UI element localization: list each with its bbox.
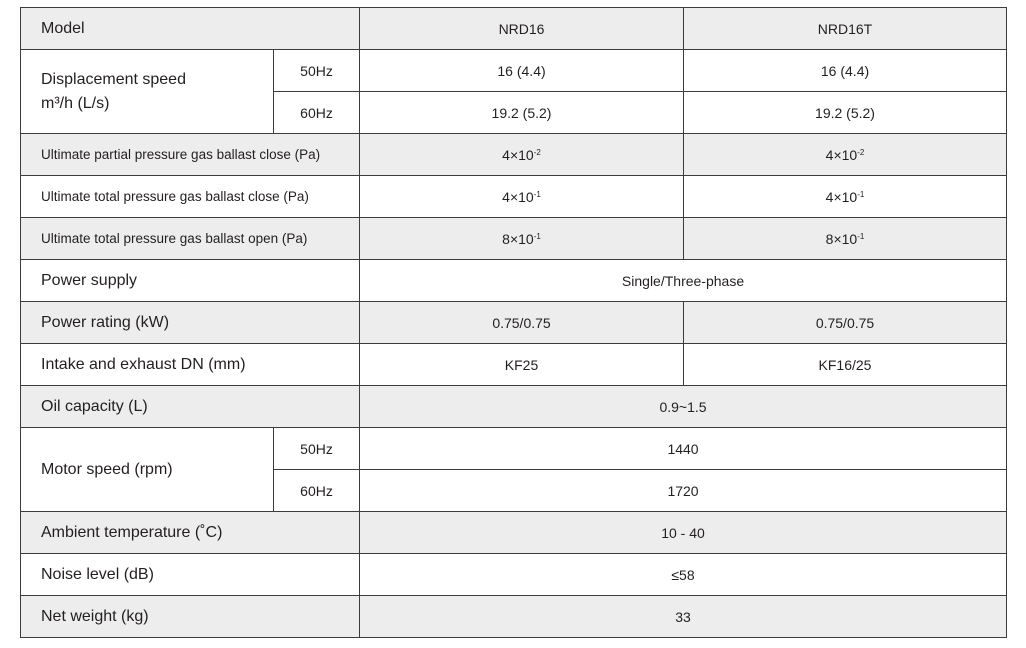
ambient-label: Ambient temperature (˚C): [21, 512, 360, 554]
ultimate-total-close-col1-exp: -1: [533, 189, 541, 199]
displacement-label-line1: Displacement speed: [41, 70, 186, 88]
motor-label: Motor speed (rpm): [21, 428, 274, 512]
intake-label: Intake and exhaust DN (mm): [21, 344, 360, 386]
displacement-label-line2: m³/h (L/s): [41, 94, 110, 112]
ultimate-partial-col1-exp: -2: [533, 147, 541, 157]
row-weight: [21, 596, 1007, 638]
power-rating-col2: 0.75/0.75: [684, 302, 1007, 344]
row-header: [21, 8, 1007, 50]
row-power-supply: [21, 260, 1007, 302]
motor-60-value: 1720: [360, 470, 1007, 512]
row-ultimate-total-close: [21, 176, 1007, 218]
ultimate-total-close-label: Ultimate total pressure gas ballast close (Pa): [21, 176, 360, 218]
header-col2: NRD16T: [684, 8, 1007, 50]
ultimate-total-close-col2-base: 4×10: [825, 188, 858, 205]
ultimate-partial-col1-base: 4×10: [502, 146, 534, 163]
motor-50-value: 1440: [360, 428, 1007, 470]
motor-50hz: 50Hz: [274, 428, 360, 470]
header-col1: NRD16: [360, 8, 684, 50]
ultimate-partial-col1: [360, 134, 684, 176]
power-supply-value: Single/Three-phase: [360, 260, 1007, 302]
ultimate-total-close-col1-base: 4×10: [502, 188, 534, 205]
ultimate-total-close-col1: [360, 176, 684, 218]
ambient-value: 10 - 40: [360, 512, 1007, 554]
noise-label: Noise level (dB): [21, 554, 360, 596]
weight-value: 33: [360, 596, 1007, 638]
ultimate-total-close-col2: [684, 176, 1007, 218]
displacement-50hz: 50Hz: [274, 50, 360, 92]
ultimate-total-close-col2-exp: -1: [857, 189, 865, 199]
displacement-label: [21, 50, 274, 134]
motor-60hz: 60Hz: [274, 470, 360, 512]
power-rating-label: Power rating (kW): [21, 302, 360, 344]
intake-col2: KF16/25: [684, 344, 1007, 386]
spec-table: [20, 7, 1007, 638]
noise-value: ≤58: [360, 554, 1007, 596]
ultimate-partial-col2-base: 4×10: [825, 146, 858, 163]
intake-col1: KF25: [360, 344, 684, 386]
row-oil: [21, 386, 1007, 428]
row-ambient: [21, 512, 1007, 554]
displacement-60-col2: 19.2 (5.2): [684, 92, 1007, 134]
ultimate-total-open-label: Ultimate total pressure gas ballast open (Pa): [21, 218, 360, 260]
ultimate-total-open-col2-exp: -1: [857, 231, 865, 241]
displacement-50-col2: 16 (4.4): [684, 50, 1007, 92]
ultimate-partial-col2-exp: -2: [857, 147, 865, 157]
ultimate-partial-label: Ultimate partial pressure gas ballast close (Pa): [21, 134, 360, 176]
row-ultimate-total-open: [21, 218, 1007, 260]
row-intake: [21, 344, 1007, 386]
header-model: Model: [21, 8, 360, 50]
row-displacement-50: [21, 50, 1007, 92]
displacement-60hz: 60Hz: [274, 92, 360, 134]
ultimate-total-open-col1: [360, 218, 684, 260]
row-ultimate-partial: [21, 134, 1007, 176]
weight-label: Net weight (kg): [21, 596, 360, 638]
oil-label: Oil capacity (L): [21, 386, 360, 428]
displacement-50-col1: 16 (4.4): [360, 50, 684, 92]
ultimate-partial-col2: [684, 134, 1007, 176]
ultimate-total-open-col1-exp: -1: [533, 231, 541, 241]
power-rating-col1: 0.75/0.75: [360, 302, 684, 344]
oil-value: 0.9~1.5: [360, 386, 1007, 428]
displacement-60-col1: 19.2 (5.2): [360, 92, 684, 134]
ultimate-total-open-col1-base: 8×10: [502, 230, 534, 247]
row-motor-50: [21, 428, 1007, 470]
power-supply-label: Power supply: [21, 260, 360, 302]
ultimate-total-open-col2-base: 8×10: [825, 230, 858, 247]
row-power-rating: [21, 302, 1007, 344]
ultimate-total-open-col2: [684, 218, 1007, 260]
row-noise: [21, 554, 1007, 596]
